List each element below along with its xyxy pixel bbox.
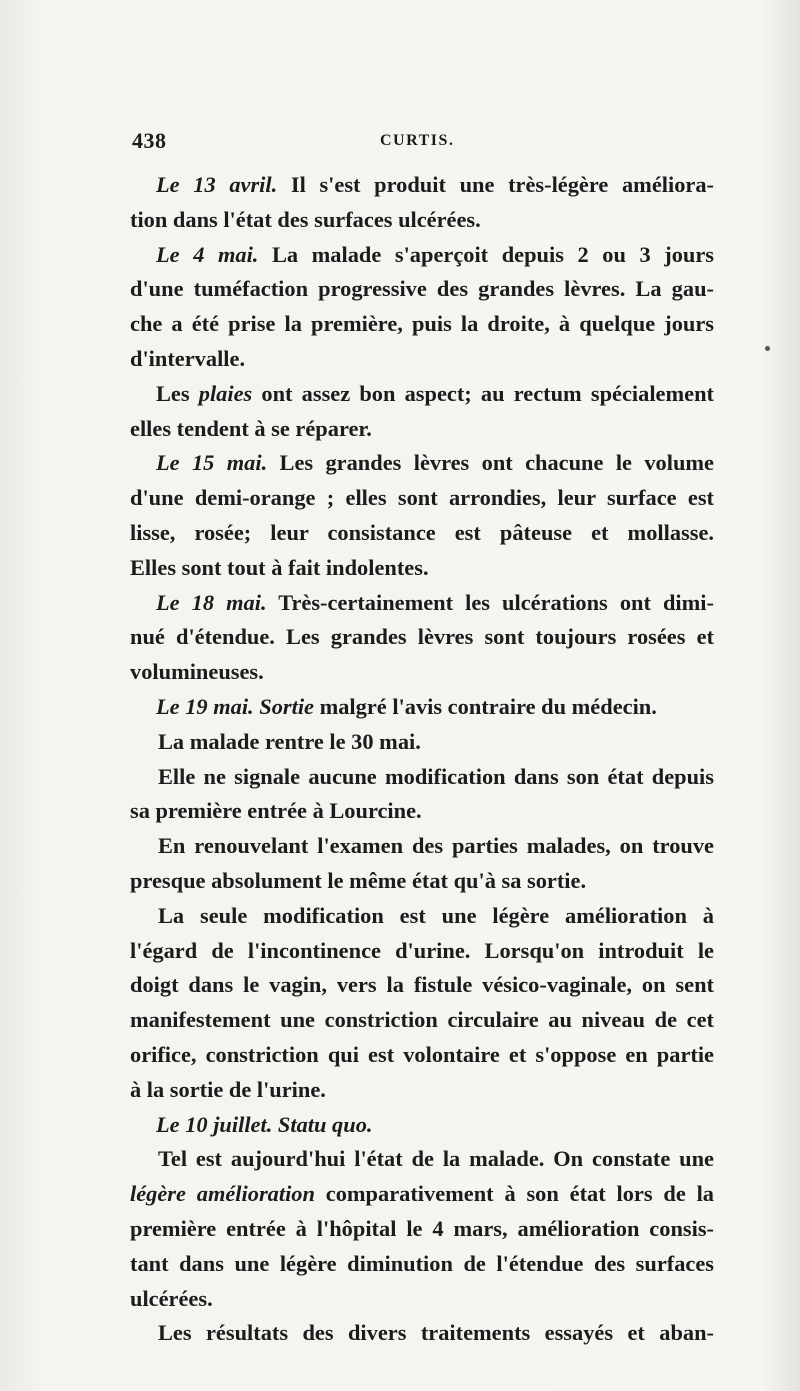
text-line: Le 18 mai. Très-certainement les ulcérations ont dimi-	[156, 589, 714, 615]
text-line: La malade rentre le 30 mai.	[158, 728, 421, 754]
body-text	[130, 168, 714, 1351]
paper-speck	[765, 346, 770, 351]
text-line: Les plaies ont assez bon aspect; au rectum spécialement	[156, 380, 714, 406]
text-line: tant dans une légère diminution de l'étendue des surfaces	[130, 1250, 714, 1276]
text-line: d'une tuméfaction progressive des grandes lèvres. La gau-	[130, 276, 714, 302]
text-line: En renouvelant l'examen des parties malades, on trouve	[158, 833, 714, 859]
text-line: première entrée à l'hôpital le 4 mars, amélioration consis-	[130, 1215, 714, 1241]
text-line: presque absolument le même état qu'à sa sortie.	[130, 867, 587, 893]
text-line: lisse, rosée; leur consistance est pâteuse et mollasse.	[130, 519, 714, 545]
text-line: légère amélioration comparativement à son état lors de la	[130, 1181, 714, 1207]
text-line: Tel est aujourd'hui l'état de la malade. On constate une	[158, 1146, 714, 1172]
page-number: 438	[132, 128, 167, 153]
text-line: La seule modification est une légère amélioration à	[158, 902, 714, 928]
text-line: Le 10 juillet. Statu quo.	[156, 1111, 373, 1137]
text-line: elles tendent à se réparer.	[130, 415, 372, 441]
text-line: Le 19 mai. Sortie malgré l'avis contraire du médecin.	[156, 693, 657, 719]
text-line: à la sortie de l'urine.	[130, 1076, 326, 1102]
text-line: ulcérées.	[130, 1285, 213, 1311]
text-line: Le 15 mai. Les grandes lèvres ont chacune le volume	[156, 450, 714, 476]
text-line: Le 4 mai. La malade s'aperçoit depuis 2 ou 3 jours	[156, 241, 714, 267]
text-line: che a été prise la première, puis la droite, à quelque jours	[130, 311, 714, 337]
text-line: manifestement une constriction circulaire au niveau de cet	[130, 1007, 714, 1033]
text-line: orifice, constriction qui est volontaire et s'oppose en partie	[130, 1041, 714, 1067]
text-line: Elle ne signale aucune modification dans son état depuis	[158, 763, 714, 789]
text-line: nué d'étendue. Les grandes lèvres sont toujours rosées et	[130, 624, 714, 650]
text-line: d'intervalle.	[130, 345, 246, 371]
text-line: d'une demi-orange ; elles sont arrondies, leur surface est	[130, 485, 714, 511]
text-line: l'égard de l'incontinence d'urine. Lorsqu'on introduit le	[130, 937, 714, 963]
text-line: Le 13 avril. Il s'est produit une très-légère améliora-	[156, 172, 714, 197]
text-line: sa première entrée à Lourcine.	[130, 798, 422, 824]
text-line: Elles sont tout à fait indolentes.	[130, 554, 429, 580]
running-title: CURTIS.	[380, 132, 455, 149]
text-line: Les résultats des divers traitements essayés et aban-	[158, 1320, 714, 1346]
text-line: doigt dans le vagin, vers la fistule vésico-vaginale, on sent	[130, 972, 714, 998]
page-header	[132, 128, 710, 158]
text-line: tion dans l'état des surfaces ulcérées.	[130, 206, 481, 232]
text-line: volumineuses.	[130, 659, 264, 685]
